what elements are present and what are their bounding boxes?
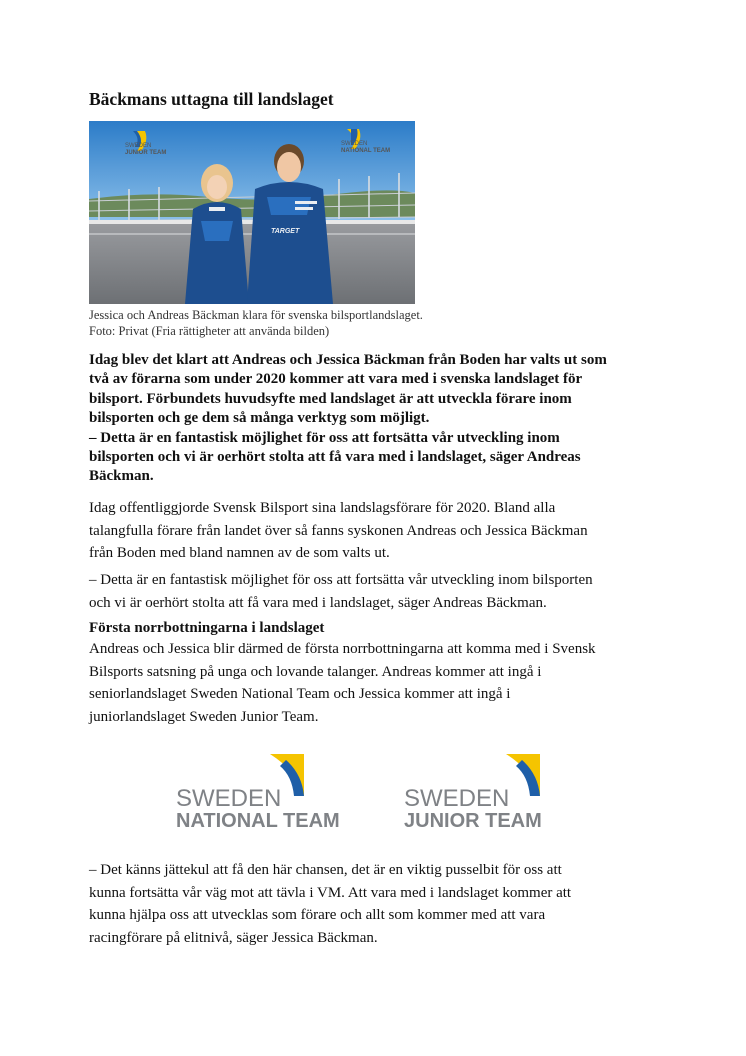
body-line: seniorlandslaget Sweden National Team och Jessica kommer att ingå i — [89, 686, 511, 703]
lead-line: Bäckman. — [89, 468, 154, 485]
body-line: juniorlandslaget Sweden Junior Team. — [89, 708, 319, 725]
lead-line: bilsporten och vi är oerhört stolta att få vara med i landslaget, säger Andreas — [89, 449, 581, 466]
svg-text:JUNIOR TEAM: JUNIOR TEAM — [125, 150, 167, 156]
svg-text:NATIONAL TEAM: NATIONAL TEAM — [176, 810, 340, 832]
body-line: – Det känns jättekul att få den här chansen, det är en viktig pusselbit för oss att — [89, 862, 562, 878]
body-paragraph-3 — [89, 638, 669, 728]
sweden-junior-team-logo — [404, 754, 542, 832]
photo-caption — [89, 307, 423, 339]
lead-paragraph — [89, 351, 659, 487]
body-line: talangfulla förare från landet över så fanns syskonen Andreas och Jessica Bäckman — [89, 522, 588, 539]
article-photo — [89, 121, 415, 304]
body-line: Bilsports satsning på unga och lovande talanger. Andreas kommer att ingå i — [89, 663, 542, 680]
body-line: kunna fortsätta vår väg mot att tävla i VM. Att vara med i landslaget kommer att — [89, 884, 572, 901]
lead-line: bilsporten och ge dem så många verktyg som möjligt. — [89, 410, 430, 427]
svg-text:SWEDEN: SWEDEN — [125, 143, 152, 149]
sweden-national-team-logo — [176, 754, 340, 832]
body-paragraph-4 — [89, 859, 669, 949]
svg-text:NATIONAL TEAM: NATIONAL TEAM — [341, 148, 391, 154]
lead-line: två av förarna som under 2020 kommer att vara med i svenska landslaget för — [89, 371, 583, 388]
team-logos — [176, 752, 576, 832]
body-paragraph-2 — [89, 569, 669, 614]
caption-line: Jessica och Andreas Bäckman klara för svenska bilsportlandslaget. — [89, 308, 423, 322]
svg-text:SWEDEN: SWEDEN — [341, 141, 368, 147]
body-line: Idag offentliggjorde Svensk Bilsport sina landslagsförare för 2020. Bland alla — [89, 500, 556, 516]
body-line: – Detta är en fantastisk möjlighet för oss att fortsätta vår utveckling inom bilsporten — [89, 572, 593, 588]
lead-line: Idag blev det klart att Andreas och Jessica Bäckman från Boden har valts ut som — [89, 352, 607, 368]
svg-text:TARGET: TARGET — [271, 228, 300, 235]
lead-line: – Detta är en fantastisk möjlighet för oss att fortsätta vår utveckling inom — [89, 429, 560, 446]
body-line: och vi är oerhört stolta att få vara med i landslaget, säger Andreas Bäckman. — [89, 594, 547, 611]
subheading: Första norrbottningarna i landslaget — [89, 620, 325, 636]
body-line: från Boden med bland namnen av de som valts ut. — [89, 545, 390, 562]
photo-credit: Foto: Privat (Fria rättigheter att använda bilden) — [89, 324, 330, 338]
body-paragraph-1 — [89, 497, 669, 565]
svg-text:JUNIOR TEAM: JUNIOR TEAM — [404, 810, 542, 832]
body-line: Andreas och Jessica blir därmed de första norrbottningarna att komma med i Svensk — [89, 641, 596, 657]
article-title: Bäckmans uttagna till landslaget — [89, 89, 334, 109]
svg-text:SWEDEN: SWEDEN — [176, 785, 282, 812]
lead-line: bilsport. Förbundets huvudsyfte med landslaget är att utveckla förare inom — [89, 390, 572, 407]
svg-text:SWEDEN: SWEDEN — [404, 785, 510, 812]
body-line: racingförare på elitnivå, säger Jessica Bäckman. — [89, 929, 378, 946]
body-line: kunna hjälpa oss att utvecklas som förare och allt som kommer med att vara — [89, 907, 546, 924]
